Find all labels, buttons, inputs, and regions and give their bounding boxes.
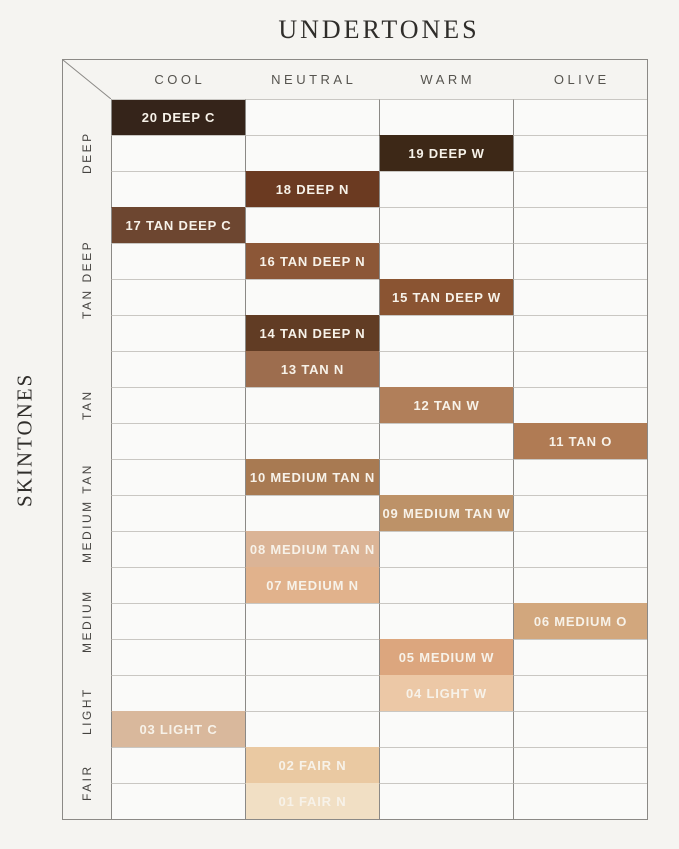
- skintone-group-tan-deep: TAN DEEP: [80, 239, 94, 319]
- empty-cell-row8-cool: [111, 351, 245, 387]
- empty-cell-row12-cool: [111, 495, 245, 531]
- empty-cell-row6-cool: [111, 279, 245, 315]
- shade-cell-16-tan-deep-n: 16 TAN DEEP N: [245, 243, 379, 279]
- shade-matrix-table: [62, 59, 648, 820]
- skintone-group-tan: TAN: [80, 389, 94, 421]
- empty-cell-row5-olive: [513, 243, 647, 279]
- empty-cell-row14-warm: [379, 567, 513, 603]
- empty-cell-row10-neutral: [245, 423, 379, 459]
- empty-cell-row10-warm: [379, 423, 513, 459]
- empty-cell-row15-warm: [379, 603, 513, 639]
- empty-cell-row4-warm: [379, 207, 513, 243]
- skintone-group-light: LIGHT: [80, 687, 94, 735]
- empty-cell-row3-olive: [513, 171, 647, 207]
- empty-cell-row11-warm: [379, 459, 513, 495]
- shade-cell-07-medium-n: 07 MEDIUM N: [245, 567, 379, 603]
- empty-cell-row9-olive: [513, 387, 647, 423]
- shade-cell-19-deep-w: 19 DEEP W: [379, 135, 513, 171]
- empty-cell-row2-neutral: [245, 135, 379, 171]
- empty-cell-row1-neutral: [245, 99, 379, 135]
- empty-cell-row20-olive: [513, 783, 647, 819]
- empty-cell-row6-neutral: [245, 279, 379, 315]
- empty-cell-row16-olive: [513, 639, 647, 675]
- empty-cell-row3-cool: [111, 171, 245, 207]
- empty-cell-row5-warm: [379, 243, 513, 279]
- shade-cell-14-tan-deep-n: 14 TAN DEEP N: [245, 315, 379, 351]
- empty-cell-row2-olive: [513, 135, 647, 171]
- empty-cell-row10-cool: [111, 423, 245, 459]
- shade-cell-18-deep-n: 18 DEEP N: [245, 171, 379, 207]
- empty-cell-row19-warm: [379, 747, 513, 783]
- shade-cell-20-deep-c: 20 DEEP C: [111, 99, 245, 135]
- shade-cell-01-fair-n: 01 FAIR N: [245, 783, 379, 819]
- empty-cell-row16-cool: [111, 639, 245, 675]
- column-header-olive: OLIVE: [553, 72, 610, 87]
- empty-cell-row19-olive: [513, 747, 647, 783]
- shade-cell-04-light-w: 04 LIGHT W: [379, 675, 513, 711]
- empty-cell-row4-neutral: [245, 207, 379, 243]
- column-header-neutral: NEUTRAL: [271, 72, 357, 87]
- empty-cell-row4-olive: [513, 207, 647, 243]
- skintone-group-labels: [63, 99, 111, 819]
- empty-cell-row1-olive: [513, 99, 647, 135]
- shade-grid: [111, 99, 647, 819]
- empty-cell-row17-neutral: [245, 675, 379, 711]
- empty-cell-row18-warm: [379, 711, 513, 747]
- empty-cell-row17-cool: [111, 675, 245, 711]
- empty-cell-row15-neutral: [245, 603, 379, 639]
- empty-cell-row7-olive: [513, 315, 647, 351]
- empty-cell-row17-olive: [513, 675, 647, 711]
- empty-cell-row11-olive: [513, 459, 647, 495]
- empty-cell-row20-warm: [379, 783, 513, 819]
- empty-cell-row2-cool: [111, 135, 245, 171]
- empty-cell-row6-olive: [513, 279, 647, 315]
- shade-cell-11-tan-o: 11 TAN O: [513, 423, 647, 459]
- empty-cell-row8-olive: [513, 351, 647, 387]
- empty-cell-row7-warm: [379, 315, 513, 351]
- shade-cell-17-tan-deep-c: 17 TAN DEEP C: [111, 207, 245, 243]
- shade-cell-06-medium-o: 06 MEDIUM O: [513, 603, 647, 639]
- empty-cell-row5-cool: [111, 243, 245, 279]
- column-header-cool: COOL: [154, 72, 206, 87]
- empty-cell-row18-olive: [513, 711, 647, 747]
- empty-cell-row1-warm: [379, 99, 513, 135]
- empty-cell-row8-warm: [379, 351, 513, 387]
- empty-cell-row7-cool: [111, 315, 245, 351]
- corner-diagonal-line: [63, 60, 111, 99]
- undertone-header-row: [111, 60, 647, 99]
- skintone-group-fair: FAIR: [80, 764, 94, 802]
- empty-cell-row20-cool: [111, 783, 245, 819]
- empty-cell-row19-cool: [111, 747, 245, 783]
- empty-cell-row9-neutral: [245, 387, 379, 423]
- column-header-warm: WARM: [420, 72, 476, 87]
- empty-cell-row12-olive: [513, 495, 647, 531]
- shade-cell-02-fair-n: 02 FAIR N: [245, 747, 379, 783]
- shade-cell-03-light-c: 03 LIGHT C: [111, 711, 245, 747]
- empty-cell-row14-cool: [111, 567, 245, 603]
- shade-cell-12-tan-w: 12 TAN W: [379, 387, 513, 423]
- y-axis-title-skintones: SKINTONES: [12, 372, 37, 507]
- empty-cell-row11-cool: [111, 459, 245, 495]
- empty-cell-row3-warm: [379, 171, 513, 207]
- shade-cell-13-tan-n: 13 TAN N: [245, 351, 379, 387]
- empty-cell-row9-cool: [111, 387, 245, 423]
- empty-cell-row14-olive: [513, 567, 647, 603]
- empty-cell-row15-cool: [111, 603, 245, 639]
- empty-cell-row12-neutral: [245, 495, 379, 531]
- shade-cell-10-medium-tan-n: 10 MEDIUM TAN N: [245, 459, 379, 495]
- shade-cell-15-tan-deep-w: 15 TAN DEEP W: [379, 279, 513, 315]
- skintone-group-medium-tan: MEDIUM TAN: [80, 463, 94, 563]
- skintone-group-deep: DEEP: [80, 131, 94, 175]
- empty-cell-row16-neutral: [245, 639, 379, 675]
- shade-cell-09-medium-tan-w: 09 MEDIUM TAN W: [379, 495, 513, 531]
- skintone-group-medium: MEDIUM: [80, 589, 94, 653]
- shade-cell-08-medium-tan-n: 08 MEDIUM TAN N: [245, 531, 379, 567]
- shade-cell-05-medium-w: 05 MEDIUM W: [379, 639, 513, 675]
- x-axis-title-undertones: UNDERTONES: [278, 15, 480, 44]
- empty-cell-row13-warm: [379, 531, 513, 567]
- empty-cell-row13-olive: [513, 531, 647, 567]
- empty-cell-row13-cool: [111, 531, 245, 567]
- empty-cell-row18-neutral: [245, 711, 379, 747]
